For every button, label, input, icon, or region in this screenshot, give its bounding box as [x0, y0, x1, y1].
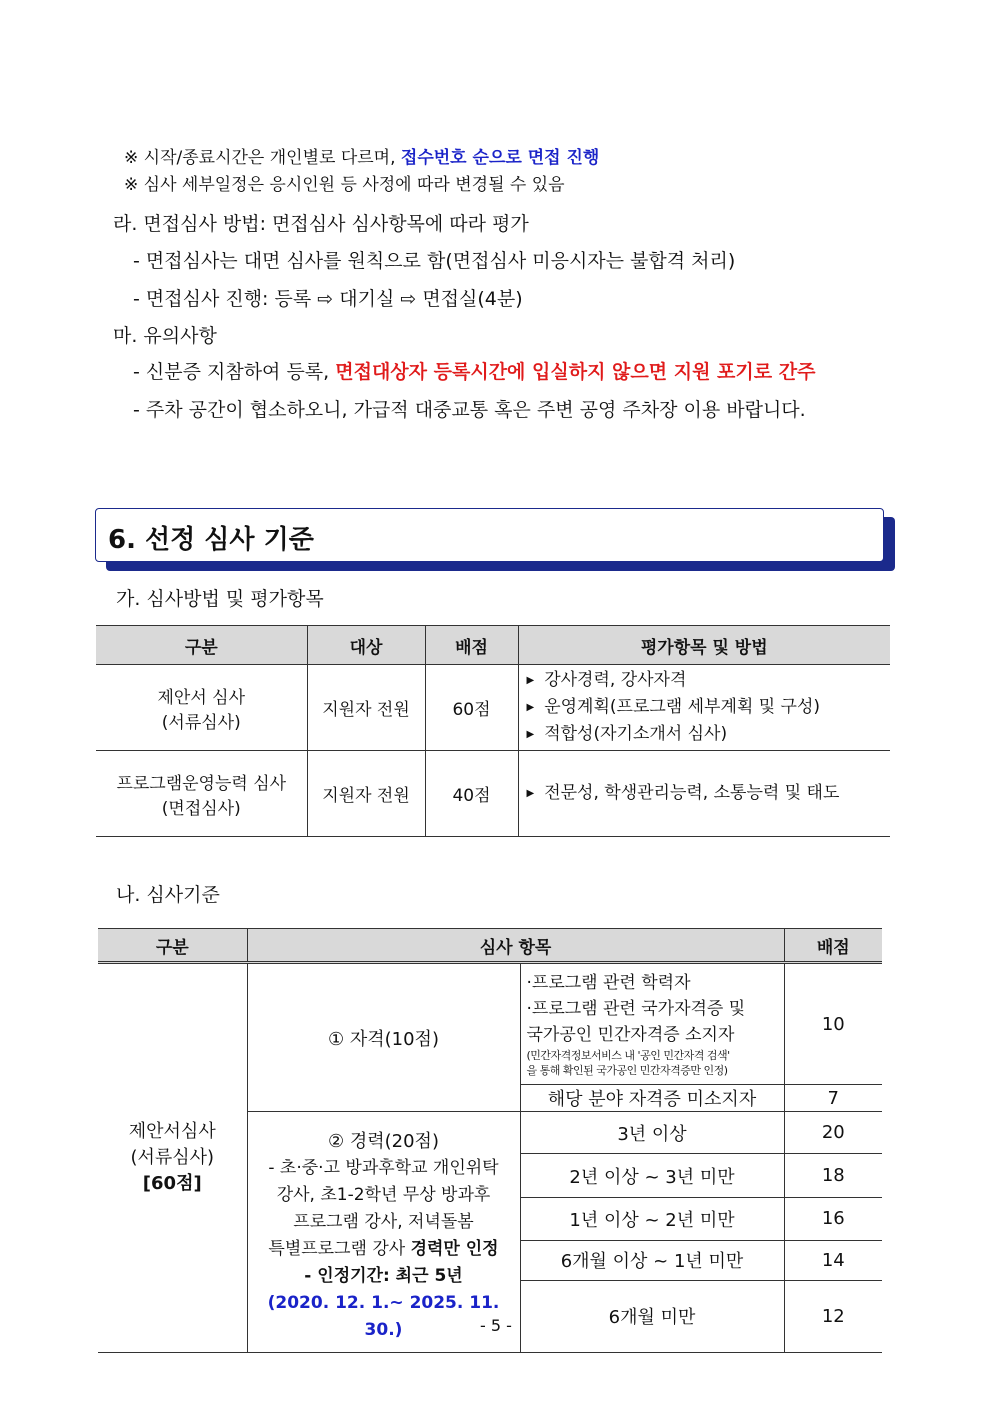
category-cell	[96, 665, 307, 751]
bullet-icon: ▶	[526, 729, 535, 740]
target-cell: 지원자 전원	[307, 665, 425, 751]
criteria-line: ·프로그램 관련 국가자격증 및	[526, 999, 746, 1019]
table-row	[98, 963, 882, 1085]
arrow-icon: ⇨	[400, 288, 417, 310]
category-score: [60점]	[142, 1173, 202, 1194]
career-level: 6개월 이상 ~ 1년 미만	[520, 1240, 784, 1280]
screening-criteria-table	[98, 928, 882, 1353]
table-header-row	[98, 929, 882, 963]
category-line: (서류심사)	[161, 712, 241, 733]
category-line: (면접심사)	[161, 798, 241, 819]
category-line: 제안서 심사	[157, 687, 245, 708]
score-cell: 10	[784, 963, 882, 1085]
note-text: ※ 시작/종료시간은 개인별로 다르며,	[124, 148, 396, 168]
category-line: (서류심사)	[130, 1147, 215, 1168]
table-header-row	[96, 626, 890, 665]
caution-emphasis: 면접대상자 등록시간에 입실하지 않으면 지원 포기로 간주	[335, 361, 816, 383]
page-number: - 5 -	[480, 1316, 512, 1335]
career-period-dates: (2020. 12. 1.~ 2025. 11. 30.)	[267, 1293, 500, 1340]
interview-step-text: 면접실(4분)	[422, 288, 523, 310]
items-cell	[518, 665, 890, 751]
interview-step-text: 대기실	[339, 288, 395, 310]
score-cell: 14	[784, 1240, 882, 1280]
subsection-a-heading: 가. 심사방법 및 평가항목	[116, 588, 324, 610]
header-cell: 구분	[96, 626, 307, 665]
header-cell: 구분	[98, 929, 247, 963]
criteria-note: 을 통해 확인된 국가공인 민간자격증만 인정)	[526, 1064, 728, 1077]
items-cell	[518, 751, 890, 837]
career-desc: 특별프로그램 강사 경력만 인정	[268, 1239, 499, 1259]
header-cell: 심사 항목	[247, 929, 784, 963]
score-cell: 7	[784, 1085, 882, 1112]
bullet-icon: ▶	[526, 788, 535, 799]
table-row	[96, 665, 890, 751]
section-header	[95, 508, 884, 562]
score-cell: 60점	[425, 665, 518, 751]
score-cell: 16	[784, 1198, 882, 1240]
list-item: ▶ 적합성(자기소개서 심사)	[519, 721, 891, 748]
caution-text: - 신분증 지참하여 등록,	[133, 361, 330, 383]
career-desc: 프로그램 강사, 저녁돌봄	[293, 1212, 474, 1232]
header-cell: 배점	[784, 929, 882, 963]
bullet-icon: ▶	[526, 702, 535, 713]
career-level: 6개월 미만	[520, 1280, 784, 1352]
career-label: ② 경력(20점)	[328, 1131, 439, 1152]
cautions-heading: 마. 유의사항	[113, 325, 217, 347]
score-cell: 18	[784, 1154, 882, 1198]
header-cell: 평가항목 및 방법	[518, 626, 890, 665]
section-title: 6. 선정 심사 기준	[108, 525, 314, 555]
category-line: 프로그램운영능력 심사	[116, 773, 287, 794]
list-item: ▶ 강사경력, 강사자격	[519, 667, 891, 694]
qualification-criteria	[520, 963, 784, 1085]
arrow-icon: ⇨	[317, 288, 334, 310]
score-cell: 12	[784, 1280, 882, 1352]
note-emphasis: 접수번호 순으로 면접 진행	[400, 148, 600, 168]
interview-method-heading: 라. 면접심사 방법: 면접심사 심사항목에 따라 평가	[113, 213, 529, 235]
list-item: ▶ 전문성, 학생관리능력, 소통능력 및 태도	[519, 780, 891, 807]
caution-item-1	[133, 357, 815, 384]
bullet-icon: ▶	[526, 675, 535, 686]
header-cell: 배점	[425, 626, 518, 665]
note-schedule: ※ 심사 세부일정은 응시인원 등 사정에 따라 변경될 수 있음	[124, 175, 565, 195]
evaluation-method-table	[96, 625, 890, 837]
category-cell	[98, 963, 247, 1353]
career-level: 1년 이상 ~ 2년 미만	[520, 1198, 784, 1240]
career-period-label: - 인정기간: 최근 5년	[304, 1266, 463, 1286]
note-interview-order	[124, 143, 599, 168]
criteria-cell: 해당 분야 자격증 미소지자	[520, 1085, 784, 1112]
category-cell	[96, 751, 307, 837]
score-cell: 40점	[425, 751, 518, 837]
criteria-note: (민간자격정보서비스 내 '공인 민간자격 검색'	[526, 1049, 730, 1062]
career-level: 2년 이상 ~ 3년 미만	[520, 1154, 784, 1198]
target-cell: 지원자 전원	[307, 751, 425, 837]
caution-item-2: - 주차 공간이 협소하오니, 가급적 대중교통 혹은 주변 공영 주차장 이용 바랍니다.	[133, 399, 806, 421]
career-desc: - 초·중·고 방과후학교 개인위탁	[268, 1158, 499, 1178]
criteria-line: ·프로그램 관련 학력자	[526, 973, 691, 993]
score-cell: 20	[784, 1112, 882, 1154]
interview-item-2	[133, 284, 523, 311]
interview-item-1: - 면접심사는 대면 심사를 원칙으로 함(면접심사 미응시자는 불합격 처리)	[133, 250, 736, 272]
list-item: ▶ 운영계획(프로그램 세부계획 및 구성)	[519, 694, 891, 721]
category-line: 제안서심사	[128, 1121, 216, 1142]
subsection-b-heading: 나. 심사기준	[116, 884, 220, 906]
career-level: 3년 이상	[520, 1112, 784, 1154]
qualification-label: ① 자격(10점)	[247, 963, 520, 1112]
table-row	[96, 751, 890, 837]
criteria-line: 국가공인 민간자격증 소지자	[526, 1025, 735, 1045]
interview-step-text: - 면접심사 진행: 등록	[133, 288, 312, 310]
header-cell: 대상	[307, 626, 425, 665]
career-desc: 강사, 초1-2학년 무상 방과후	[276, 1185, 491, 1205]
